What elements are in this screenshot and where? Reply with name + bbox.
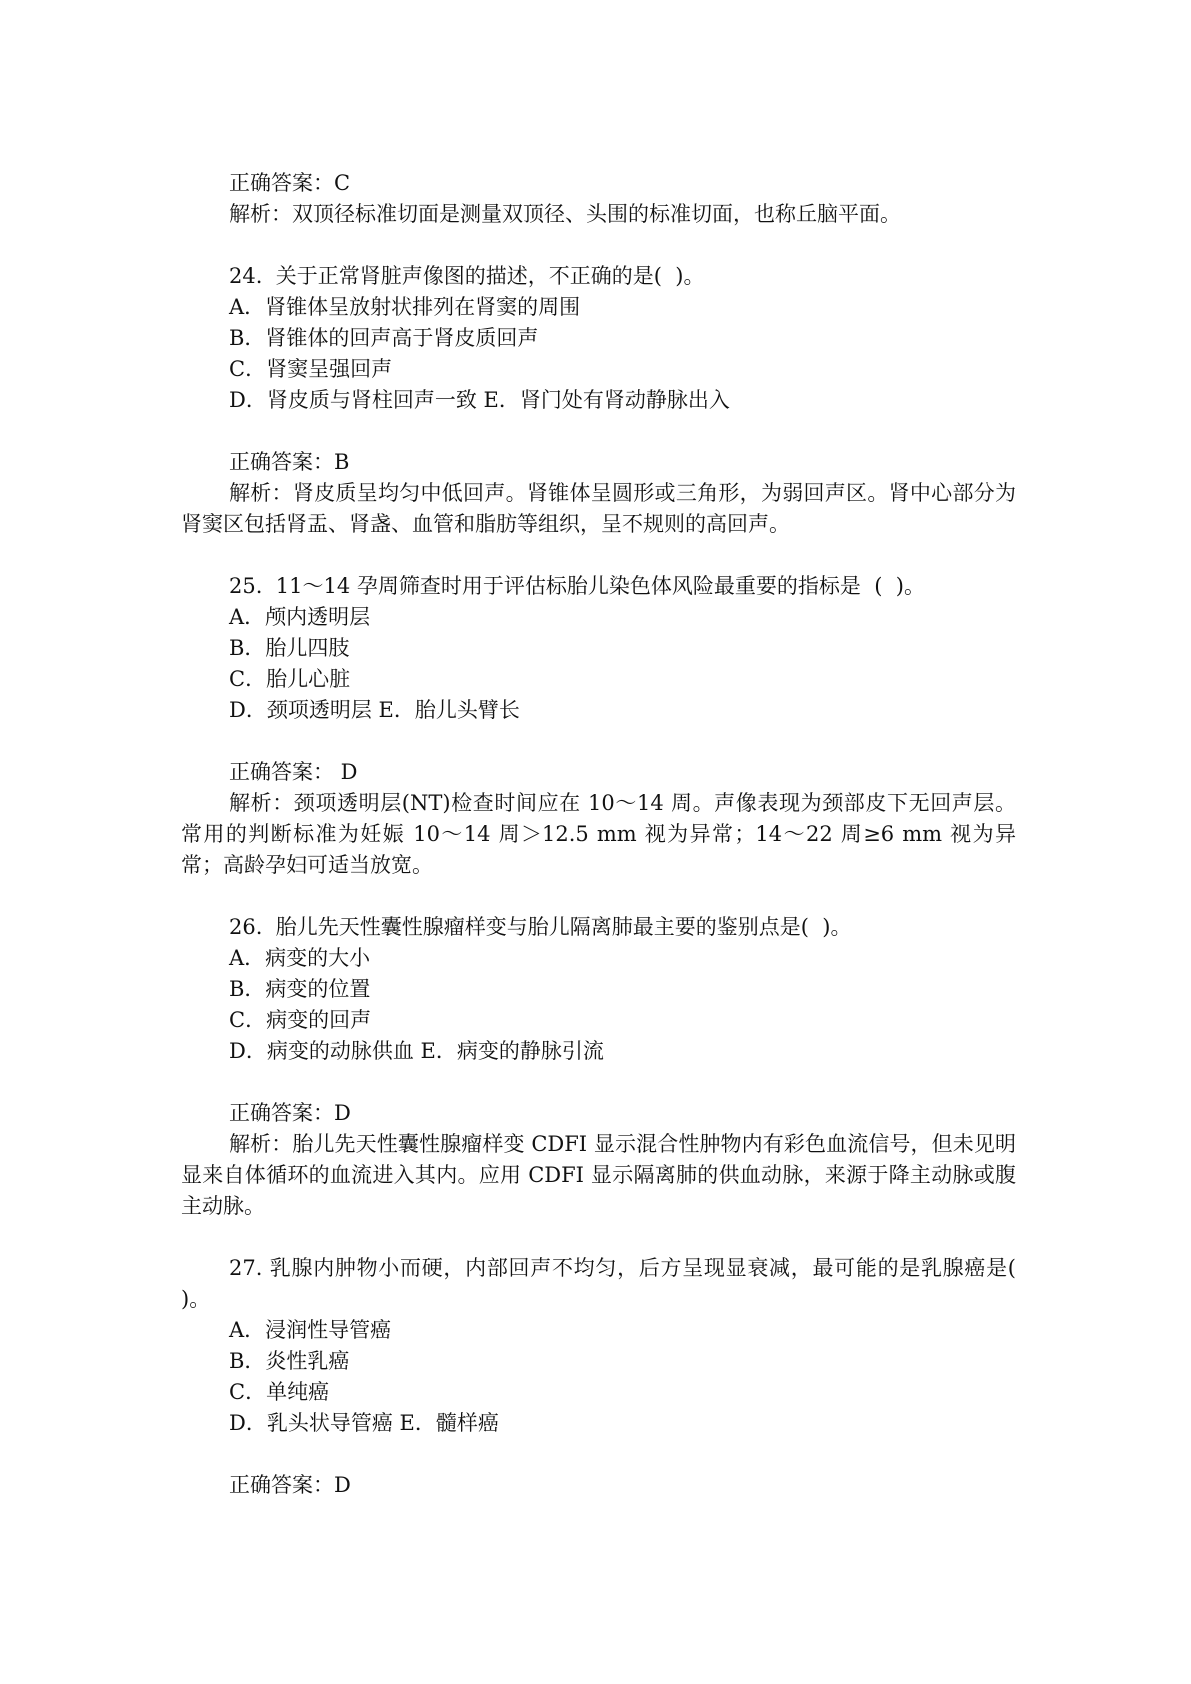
option-a: A．肾锥体呈放射状排列在肾窦的周围 [229, 295, 581, 319]
analysis-paragraph: 解析：胎儿先天性囊性腺瘤样变 CDFI 显示混合性肿物内有彩色血流信号，但未见明显来自体循环的血流进入其内。应用 CDFI 显示隔离肺的供血动脉，来源于降主动脉或腹主动脉。 [181, 1132, 1016, 1218]
spacer [181, 1222, 1016, 1253]
question-stem: 25. 11～14 孕周筛查时用于评估标胎儿染色体风险最重要的指标是 ( )。 [229, 574, 925, 598]
question-stem: 26. 胎儿先天性囊性腺瘤样变与胎儿隔离肺最主要的鉴别点是( )。 [229, 915, 852, 939]
option-d-e: D．乳头状导管癌 E．髓样癌 [229, 1411, 499, 1435]
spacer [181, 416, 1016, 447]
option-c: C．胎儿心脏 [229, 667, 351, 691]
option-a: A．病变的大小 [229, 946, 371, 970]
option-a: A．颅内透明层 [229, 605, 371, 629]
option-b: B．肾锥体的回声高于肾皮质回声 [229, 326, 539, 350]
option-c: C．病变的回声 [229, 1008, 372, 1032]
question-25 [181, 571, 1016, 726]
spacer [181, 726, 1016, 757]
option-a: A．浸润性导管癌 [229, 1318, 392, 1342]
question-26 [181, 912, 1016, 1067]
document-page [181, 168, 1016, 1501]
option-c: C．肾窦呈强回声 [229, 357, 393, 381]
option-d-e: D．颈项透明层 E．胎儿头臂长 [229, 698, 520, 722]
answer-line: 正确答案：D [229, 1101, 351, 1125]
answer-line: 正确答案：C [229, 171, 351, 195]
analysis-paragraph: 解析：双顶径标准切面是测量双顶径、头围的标准切面，也称丘脑平面。 [229, 202, 901, 226]
option-d-e: D．肾皮质与肾柱回声一致 E．肾门处有肾动静脉出入 [229, 388, 730, 412]
answer-line: 正确答案：B [229, 450, 350, 474]
question-stem: 27. 乳腺内肿物小而硬，内部回声不均匀，后方呈现显衰减，最可能的是乳腺癌是( )。 [181, 1256, 1016, 1311]
option-d-e: D．病变的动脉供血 E．病变的静脉引流 [229, 1039, 604, 1063]
option-b: B．胎儿四肢 [229, 636, 350, 660]
answer-line: 正确答案： D [229, 760, 358, 784]
question-stem: 24. 关于正常肾脏声像图的描述，不正确的是( )。 [229, 264, 705, 288]
spacer [181, 1439, 1016, 1470]
question-27 [181, 1253, 1016, 1439]
spacer [181, 1067, 1016, 1098]
spacer [181, 540, 1016, 571]
analysis-paragraph: 解析：颈项透明层(NT)检查时间应在 10～14 周。声像表现为颈部皮下无回声层。常用的判断标准为妊娠 10～14 周＞12.5 mm 视为异常；14～22 周≥6 mm 视为异常；高龄孕妇可适当放宽。 [181, 791, 1016, 877]
answer-line: 正确答案：D [229, 1473, 351, 1497]
spacer [181, 230, 1016, 261]
option-c: C．单纯癌 [229, 1380, 330, 1404]
option-b: B．病变的位置 [229, 977, 371, 1001]
analysis-paragraph: 解析：肾皮质呈均匀中低回声。肾锥体呈圆形或三角形，为弱回声区。肾中心部分为肾窦区包括肾盂、肾盏、血管和脂肪等组织，呈不规则的高回声。 [181, 481, 1016, 536]
spacer [181, 881, 1016, 912]
option-b: B．炎性乳癌 [229, 1349, 350, 1373]
question-24 [181, 261, 1016, 416]
